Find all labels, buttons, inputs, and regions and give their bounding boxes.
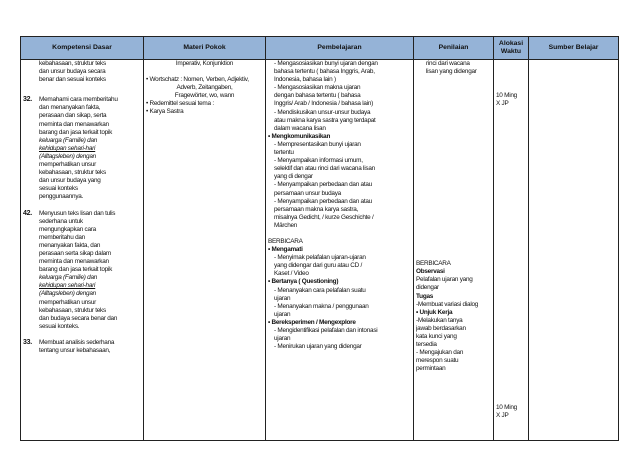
penilaian-observasi: Observasi: [416, 268, 445, 276]
penilaian-tugas: Tugas: [416, 292, 434, 300]
kd-item-line: sesuai konteks.: [39, 322, 80, 330]
kd-item-line: perasaan dan sikap, serta: [39, 112, 107, 120]
kd-item: [23, 96, 141, 201]
pembelajaran-line: Märchen: [274, 221, 298, 229]
kd-item-line: mengungkapkan cara: [39, 225, 96, 233]
kd-item-line: Membuat analisis sederhana: [39, 338, 115, 346]
kd-intro-line: benar dan sesuai konteks: [39, 76, 106, 84]
pembelajaran-line: - Mendiskusikan unsur-unsur budaya: [274, 108, 371, 116]
alokasi-1-line-2: X JP: [496, 100, 509, 108]
header-alokasi-waktu: Alokasi Waktu: [494, 37, 529, 60]
kd-cell: [21, 60, 144, 441]
kd-item-line: dan budaya secara benar dan: [39, 314, 118, 322]
penilaian-unjuk-kerja: • Unjuk Kerja: [416, 308, 453, 316]
pembelajaran-line: atau makna karya sastra yang terdapat: [274, 116, 376, 124]
penilaian-line: rinci dari wacana: [426, 60, 470, 67]
materi-cell: [144, 60, 266, 441]
pembelajaran-line: bahasa tertentu ( bahasa Inggris, Arab,: [274, 68, 375, 76]
heading-bertanya: • Bertanya ( Questioning): [268, 278, 339, 286]
penilaian-line: Pelafalan ujaran yang: [416, 276, 473, 284]
header-sumber-belajar: Sumber Belajar: [529, 37, 619, 60]
materi-wortschatz-3: Fragewörter, wo, wann: [174, 92, 235, 100]
penilaian-berbicara: BERBICARA: [416, 260, 451, 268]
kd-item-line: memperhatikan unsur: [39, 298, 97, 306]
alokasi-1-line-1: 10 Ming: [496, 92, 517, 99]
materi-imperativ: Imperativ, Konjunktion: [175, 60, 234, 67]
penilaian-line: lisan yang didengar: [426, 68, 477, 76]
kd-item-line: keluarga (Familie) dan: [39, 136, 98, 144]
pembelajaran-line: - Menyampaikan informasi umum,: [274, 157, 363, 165]
kd-item-line: Menyusun teks lisan dan tulis: [39, 209, 116, 217]
pembelajaran-line: - Mengasosiasikan bunyi ujaran dengan: [274, 60, 378, 67]
header-kompetensi-dasar: Kompetensi Dasar: [21, 37, 144, 60]
penilaian-line: kata kunci yang: [416, 333, 457, 341]
kd-item-line: kebahasaan, struktur teks: [39, 169, 106, 177]
pembelajaran-line: - Menyimak pelafalan ujaran-ujaran: [274, 254, 366, 262]
kd-item-line: barang dan jasa terkait topik: [39, 128, 113, 136]
pembelajaran-line: ujaran: [274, 310, 291, 318]
pembelajaran-line: ujaran: [274, 294, 291, 302]
pembelajaran-line: selektif dan atau rinci dari wacana lisan: [274, 165, 375, 173]
kd-item-line: keluarga (Familie) dan: [39, 274, 98, 282]
pembelajaran-line: persamaan makna karya sastra,: [274, 205, 359, 213]
penilaian-cell: [414, 60, 494, 441]
kd-item-line: sederhana untuk: [39, 217, 83, 225]
penilaian-line: -Membuat variasi dialog: [416, 300, 479, 308]
header-row: [21, 37, 619, 60]
kd-item-line: penggunaannya.: [39, 193, 84, 201]
kd-item-line: perasaan serta sikap dalam: [39, 249, 112, 257]
pembelajaran-line: - Menanyakan makna / penggunaan: [274, 302, 369, 310]
pembelajaran-line: persamaan unsur budaya: [274, 189, 341, 197]
kd-item: [23, 210, 141, 331]
kd-item-line: menanyakan fakta, dan: [39, 241, 101, 249]
pembelajaran-line: ujaran: [274, 335, 291, 343]
alokasi-2-line-2: X JP: [496, 412, 509, 420]
materi-wortschatz-2: Adverb, Zeitangaben,: [176, 84, 233, 92]
pembelajaran-line: - Mengidentifikasi pelafalan dan intonasi: [274, 327, 378, 334]
penilaian-line: permintaan: [416, 365, 446, 373]
pembelajaran-line: Indonesia, bahasa lain ): [274, 76, 336, 84]
kd-intro-line: dan unsur budaya secara: [39, 68, 106, 76]
kd-item-line: meminta dan menawarkan: [39, 120, 109, 128]
kd-item-number: 33.: [23, 338, 32, 346]
header-materi-pokok: Materi Pokok: [144, 37, 266, 60]
kd-item-line: dan unsur budaya yang: [39, 177, 101, 185]
pembelajaran-line: - Menanyakan cara pelafalan suatu: [274, 286, 366, 294]
pembelajaran-line: yang didengar dari guru atau CD /: [274, 262, 363, 270]
pembelajaran-cell: [266, 60, 414, 441]
pembelajaran-line: dengan bahasa tertentu ( bahasa: [274, 92, 361, 100]
alokasi-2-line-1: 10 Ming: [496, 404, 517, 412]
curriculum-table: [20, 36, 619, 441]
pembelajaran-line: Kaset / Video: [274, 270, 309, 278]
kd-item-line: Memahami cara memberitahu: [39, 96, 118, 104]
kd-item-line: tentang unsur kebahasaan,: [39, 347, 111, 354]
pembelajaran-line: Inggris/ Arab / Indonesia / bahasa lain): [274, 100, 374, 108]
penilaian-line: -Melakukan tanya: [416, 316, 463, 324]
kd-item-line: memberitahu dan: [39, 233, 85, 241]
penilaian-line: jawab berdasarkan: [416, 324, 466, 332]
kd-item-line: meminta dan menawarkan: [39, 258, 109, 266]
heading-berbicara: BERBICARA: [268, 237, 303, 245]
pembelajaran-line: misalnya Gedicht, / kurze Geschichte /: [274, 213, 374, 221]
kd-item-line: memperhatikan unsur: [39, 161, 97, 169]
pembelajaran-line: tertentu: [274, 149, 294, 157]
pembelajaran-line: - Mengasosiasikan makna ujaran: [274, 84, 361, 92]
alokasi-cell: [494, 60, 529, 441]
kd-item-line: dan menanyakan fakta,: [39, 104, 101, 112]
pembelajaran-line: - Mempresentasikan bunyi ujaran: [274, 140, 361, 148]
pembelajaran-line: - Menyampaikan perbedaan dan atau: [274, 197, 372, 205]
kd-item-line: (Alltagsleben) dengan: [39, 290, 96, 298]
kd-item-number: 42.: [23, 209, 32, 217]
heading-bereksperimen: • Bereksperimen / Mengexplore: [268, 318, 356, 326]
penilaian-line: didengar: [416, 284, 439, 292]
kd-item-line: kebahasaan, struktur teks: [39, 306, 106, 314]
pembelajaran-line: dalam wacana lisan: [274, 124, 326, 132]
pembelajaran-line: - Menirukan ujaran yang didengar: [274, 343, 362, 351]
materi-redemittel: • Redemittel sesuai tema :: [146, 100, 214, 108]
header-penilaian: Penilaian: [414, 37, 494, 60]
pembelajaran-line: yang di dengar: [274, 173, 313, 181]
heading-mengamati: • Mengamati: [268, 246, 303, 254]
heading-mengkomunikasikan: • Mengkomunikasikan: [268, 132, 331, 140]
kd-item-line: (Alltagsleben) dengan: [39, 152, 96, 160]
table-row: [21, 60, 619, 441]
kd-intro-line: kebahasaan, struktur teks: [39, 60, 106, 67]
sumber-cell: [529, 60, 619, 441]
penilaian-line: - Mengajukan dan: [416, 349, 464, 357]
materi-karya-sastra: • Karya Sastra: [146, 108, 184, 116]
kd-item-line: sesuai konteks: [39, 185, 78, 193]
kd-item-line: kehidupan sehari-hari: [39, 144, 96, 152]
penilaian-line: tersedia: [416, 341, 437, 349]
kd-item-line: barang dan jasa terkait topik: [39, 266, 113, 274]
pembelajaran-line: - Menyampaikan perbedaan dan atau: [274, 181, 372, 189]
materi-wortschatz-1: • Wortschatz : Nomen, Verben, Adjektiv,: [146, 76, 249, 84]
header-pembelajaran: Pembelajaran: [266, 37, 414, 60]
kd-item-number: 32.: [23, 96, 32, 104]
kd-item-line: kehidupan sehari-hari: [39, 282, 96, 290]
kd-item: [23, 339, 141, 355]
penilaian-line: merespon suatu: [416, 357, 459, 365]
